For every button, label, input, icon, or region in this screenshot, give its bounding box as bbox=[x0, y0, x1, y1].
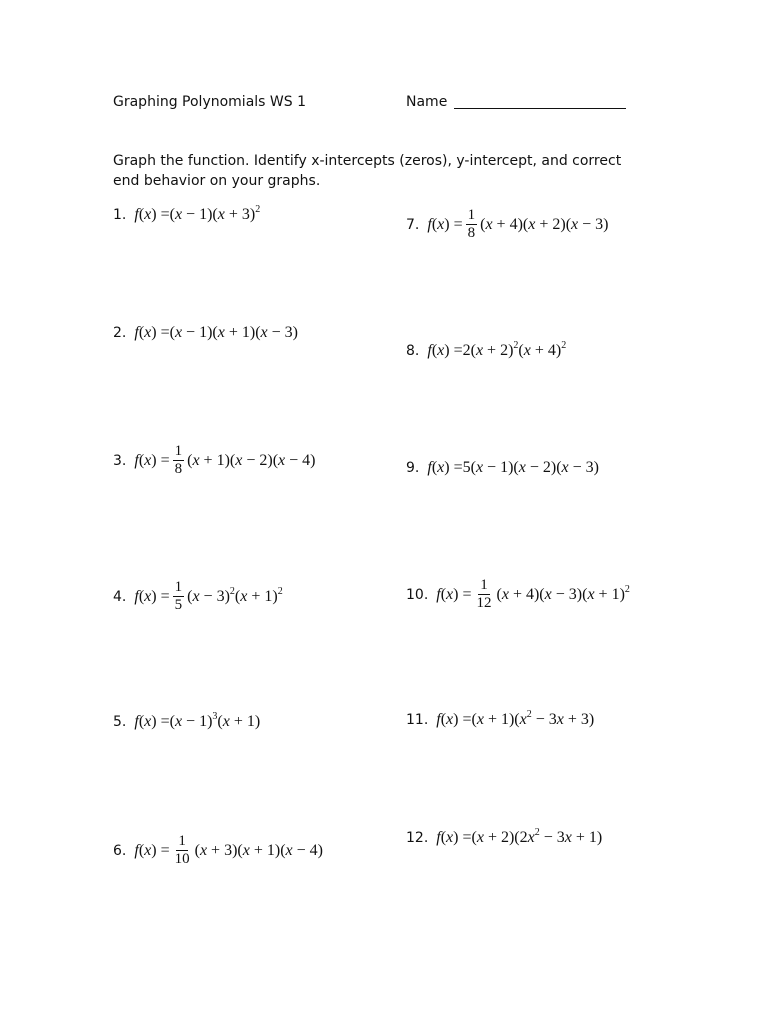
function-prefix: f(x) = bbox=[427, 342, 463, 359]
function-prefix: f(x) = bbox=[427, 215, 463, 233]
problem-2 bbox=[113, 324, 298, 342]
expression: $(x + 4)(x - 3)(x + 1)^2$ bbox=[496, 583, 630, 603]
fraction-numerator: 1 bbox=[178, 833, 186, 849]
function-prefix: f(x) = bbox=[134, 587, 170, 605]
problem-number: 8. bbox=[406, 343, 420, 359]
problem-equation bbox=[427, 207, 608, 242]
problem-number: 6. bbox=[113, 842, 127, 859]
problem-equation bbox=[436, 829, 602, 847]
fraction-numerator: 1 bbox=[174, 443, 183, 459]
function-prefix: f(x) = bbox=[427, 459, 463, 476]
function-prefix: f(x) = bbox=[436, 711, 472, 728]
problem-number: 3. bbox=[113, 452, 127, 469]
worksheet-title: Graphing Polynomials WS 1 bbox=[113, 94, 306, 110]
problem-number: 12. bbox=[406, 830, 429, 846]
name-blank-line[interactable] bbox=[454, 108, 626, 109]
name-label: Name bbox=[406, 94, 448, 110]
problem-equation bbox=[134, 206, 260, 224]
fraction-denominator: 8 bbox=[467, 225, 476, 241]
problem-number: 10. bbox=[406, 586, 429, 603]
fraction-coefficient bbox=[173, 833, 192, 868]
problem-number: 11. bbox=[406, 712, 429, 728]
function-prefix: f(x) = bbox=[436, 829, 472, 846]
fraction-denominator: 10 bbox=[174, 851, 190, 867]
expression: $2(x + 2)^2(x + 4)^2$ bbox=[462, 340, 567, 359]
problem-number: 4. bbox=[113, 588, 127, 605]
problem-4 bbox=[113, 579, 283, 614]
problem-3 bbox=[113, 443, 316, 478]
problem-equation bbox=[436, 577, 630, 612]
function-prefix: f(x) = bbox=[134, 713, 170, 730]
fraction-numerator: 1 bbox=[467, 207, 476, 223]
problem-6 bbox=[113, 833, 323, 868]
expression: (x − 1)(x + 1)(x − 3) bbox=[169, 324, 298, 341]
expression: (x + 4)(x + 2)(x − 3) bbox=[480, 215, 609, 233]
problem-number: 1. bbox=[113, 207, 127, 223]
problem-number: 5. bbox=[113, 714, 127, 730]
problem-1 bbox=[113, 206, 260, 224]
function-prefix: f(x) = bbox=[436, 585, 472, 603]
fraction-denominator: 8 bbox=[174, 461, 183, 477]
function-prefix: f(x) = bbox=[134, 324, 170, 341]
fraction-denominator: 12 bbox=[476, 595, 492, 611]
fraction-coefficient bbox=[475, 577, 494, 612]
problem-10 bbox=[406, 577, 630, 612]
problem-equation bbox=[134, 579, 282, 614]
fraction-coefficient bbox=[173, 443, 185, 478]
problem-number: 7. bbox=[406, 216, 420, 233]
fraction-coefficient bbox=[173, 579, 185, 614]
name-field[interactable] bbox=[406, 94, 626, 110]
problem-12 bbox=[406, 829, 602, 847]
function-prefix: f(x) = bbox=[134, 451, 170, 469]
problem-number: 2. bbox=[113, 325, 127, 341]
fraction-numerator: 1 bbox=[480, 577, 488, 593]
function-prefix: f(x) = bbox=[134, 841, 170, 859]
expression: (x + 1)(x − 2)(x − 4) bbox=[187, 451, 316, 469]
instructions: Graph the function. Identify x-intercepts (zeros), y-intercept, and correct end behavior on your graphs. bbox=[113, 153, 622, 189]
problem-equation bbox=[134, 324, 298, 342]
problem-7 bbox=[406, 207, 609, 242]
expression: $(x + 2)(2x^2 - 3x + 1)$ bbox=[471, 827, 603, 846]
problem-equation bbox=[134, 713, 260, 731]
problem-equation bbox=[436, 711, 594, 729]
problem-equation bbox=[427, 459, 599, 477]
problem-5 bbox=[113, 713, 260, 731]
problem-number: 9. bbox=[406, 460, 420, 476]
fraction-numerator: 1 bbox=[174, 579, 183, 595]
problem-9 bbox=[406, 459, 599, 477]
expression: $(x - 1)(x + 3)^2$ bbox=[169, 204, 261, 223]
expression: 5(x − 1)(x − 2)(x − 3) bbox=[462, 459, 599, 476]
problem-equation bbox=[134, 833, 323, 868]
function-prefix: f(x) = bbox=[134, 206, 170, 223]
expression: (x + 3)(x + 1)(x − 4) bbox=[194, 841, 323, 859]
fraction-denominator: 5 bbox=[174, 597, 183, 613]
problem-11 bbox=[406, 711, 594, 729]
fraction-coefficient bbox=[466, 207, 478, 242]
worksheet-header bbox=[113, 94, 653, 114]
expression: $(x - 1)^3(x + 1)$ bbox=[169, 711, 261, 730]
problem-equation bbox=[427, 342, 566, 360]
expression: $(x + 1)(x^2 - 3x + 3)$ bbox=[471, 709, 595, 728]
problem-8 bbox=[406, 342, 566, 360]
problem-equation bbox=[134, 443, 315, 478]
expression: $(x - 3)^2(x + 1)^2$ bbox=[187, 585, 283, 605]
